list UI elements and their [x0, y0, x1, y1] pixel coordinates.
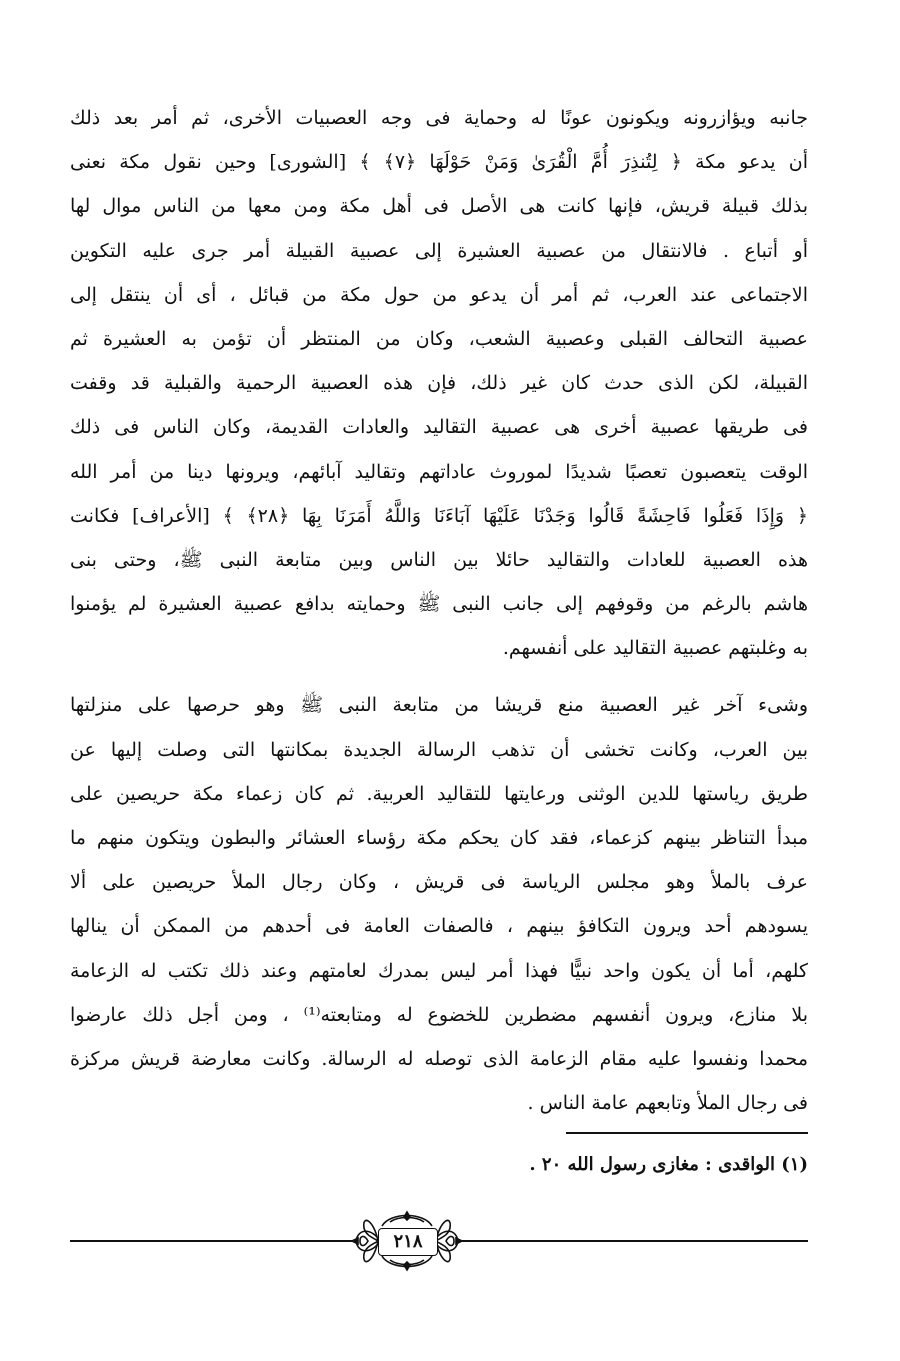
text-line: ﴿ وَإِذَا فَعَلُوا فَاحِشَةً قَالُوا وَجَدْنَا عَلَيْهَا آبَاءَنَا وَاللَّهُ أَمَرَنَا بِهَا ﴿٢٨﴾ ﴾ [الأعراف] فكانت	[70, 504, 808, 527]
text-line: كلهم، أما أن يكون واحد نبيًّا فهذا أمر ليس بمدرك لعامتهم وعند ذلك تكتب له الزعامة	[70, 959, 808, 982]
text-line: بلا منازع، ويرون أنفسهم مضطرين للخضوع له ومتابعته⁽¹⁾ ، ومن أجل ذلك عارضوا	[70, 1003, 808, 1026]
page-number: ٢١٨	[378, 1228, 438, 1256]
text-line: هذه العصبية للعادات والتقاليد حائلا بين الناس وبين متابعة النبى ﷺ، وحتى بنى	[70, 548, 808, 571]
text-line: فى طريقها عصبية أخرى هى عصبية التقاليد والعادات القديمة، وكان الناس فى ذلك	[70, 416, 808, 439]
paragraph-gap	[70, 670, 808, 683]
text-line: بذلك قبيلة قريش، فإنها كانت هى الأصل فى أهل مكة ومن معها من الناس موال لها	[70, 195, 808, 218]
text-line: أن يدعو مكة ﴿ لِتُنذِرَ أُمَّ الْقُرَىٰ وَمَنْ حَوْلَهَا ﴿٧﴾ ﴾ [الشورى] وحين نقول مكة نعنى	[70, 151, 808, 174]
text-line: هاشم بالرغم من وقوفهم إلى جانب النبى ﷺ وحمايته بدافع عصبية العشيرة لم يؤمنوا	[70, 593, 808, 616]
text-line: به وغلبتهم عصبية التقاليد على أنفسهم.	[502, 637, 808, 660]
text-line: يسودهم أحد ويرون التكافؤ بينهم ، فالصفات العامة فى أحدهم من الممكن أن ينالها	[70, 915, 808, 938]
text-line: عصبية التحالف القبلى وعصبية الشعب، وكان من المنتظر أن تؤمن به العشيرة ثم	[70, 327, 808, 350]
body-text	[70, 96, 808, 1125]
text-line: جانبه ويؤازرونه ويكونون عونًا له وحماية فى وجه العصبيات الأخرى، ثم أمر بعد ذلك	[70, 107, 808, 129]
paragraph-2	[70, 683, 808, 1125]
text-line: عرف بالملأ وهو مجلس الرياسة فى قريش ، وكان رجال الملأ حريصين على ألا	[70, 871, 808, 894]
text-line: مبدأ التناظر بينهم كزعماء، فقد كان يحكم مكة رؤساء العشائر والبطون ويتكون منهم ما	[70, 827, 808, 849]
text-line: فى رجال الملأ وتابعهم عامة الناس .	[527, 1092, 808, 1115]
footer-rule-left	[70, 1240, 352, 1242]
text-line: القبيلة، لكن الذى حدث كان غير ذلك، فإن هذه العصبية الرحمية والقبلية قد وقفت	[70, 372, 808, 395]
text-line: الوقت يتعصبون تعصبًا شديدًا لموروث عاداتهم وتقاليد آبائهم، ويرونها دينا من أمر الله	[70, 460, 808, 483]
text-line: الاجتماعى عند العرب، ثم أمر أن يدعو من حول مكة من قبائل ، أى أن ينتقل إلى	[70, 283, 808, 306]
footer-rule-right	[462, 1240, 808, 1242]
text-line: وشىء آخر غير العصبية منع قريشا من متابعة النبى ﷺ وهو حرصها على منزلتها	[70, 694, 808, 717]
paragraph-1	[70, 96, 808, 670]
text-line: بين العرب، وكانت تخشى أن تذهب الرسالة الجديدة بمكانتها التى وصلت إليها عن	[70, 738, 808, 761]
text-line: أو أتباع . فالانتقال من عصبية العشيرة إلى عصبية القبيلة أمر جرى عليه التكوين	[70, 239, 808, 262]
footnote: (١) الواقدى : مغازى رسول الله ٢٠ .	[529, 1154, 808, 1175]
text-line: طريق رياستها للدين الوثنى ورعايتها للتقاليد العربية. ثم كان زعماء مكة حريصين على	[70, 782, 808, 805]
footnote-divider	[566, 1132, 808, 1134]
text-line: محمدا ونفسوا عليه مقام الزعامة الذى توصله له الرسالة. وكانت معارضة قريش مركزة	[70, 1047, 808, 1070]
